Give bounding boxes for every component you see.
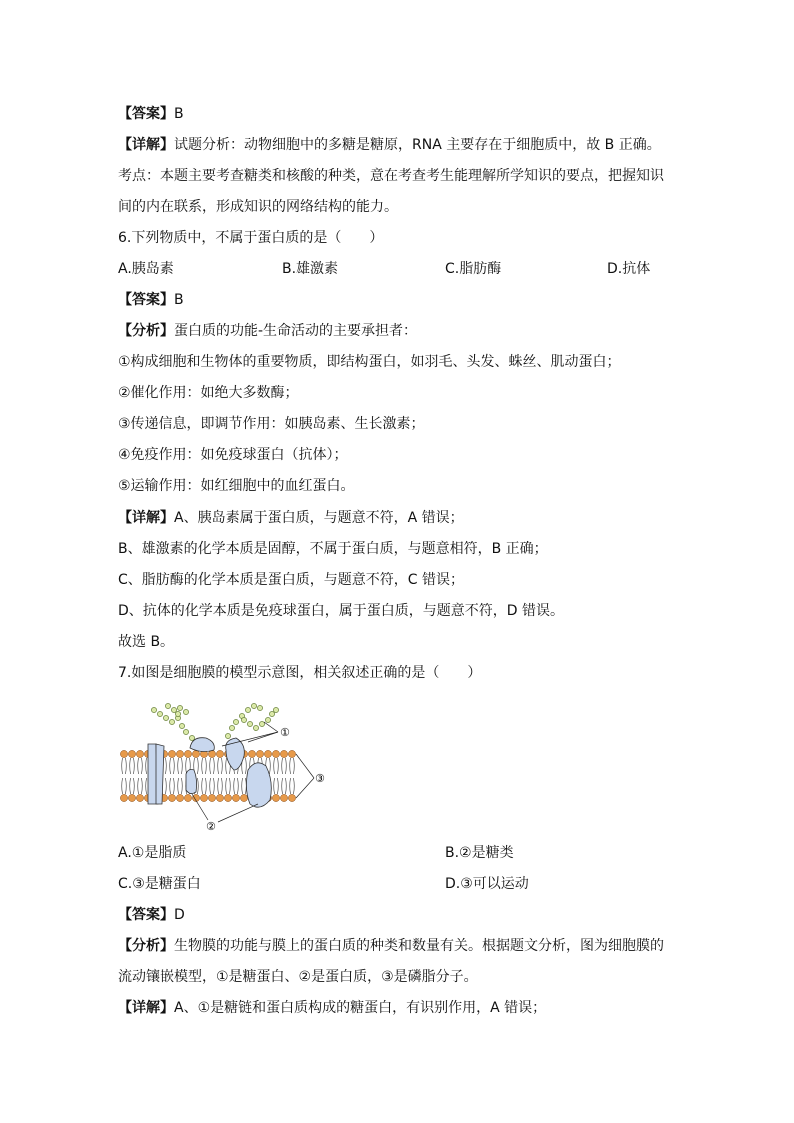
detail-tag: 【详解】 xyxy=(118,510,174,526)
sugar-unit xyxy=(257,705,262,710)
sugar-unit xyxy=(241,717,246,722)
lipid-tail xyxy=(122,758,127,774)
lipid-head xyxy=(280,750,287,757)
sugar-unit xyxy=(169,719,174,724)
sugar-unit xyxy=(177,705,182,710)
q5-answer xyxy=(118,104,184,124)
detail-text: 试题分析：动物细胞中的多糖是糖原，RNA 主要存在于细胞质中，故 B 正确。 xyxy=(174,137,661,153)
q6-point-1: ①构成细胞和生物体的重要物质，即结构蛋白，如羽毛、头发、蛛丝、肌动蛋白； xyxy=(118,354,621,370)
lipid-tail xyxy=(226,778,231,794)
lipid-head xyxy=(120,794,127,801)
q6-detail-d: D、抗体的化学本质是免疫球蛋白，属于蛋白质，与题意不符，D 错误。 xyxy=(118,603,565,619)
lipid-tail xyxy=(242,778,247,794)
analysis-tag: 【分析】 xyxy=(118,938,174,954)
sugar-unit xyxy=(225,733,230,738)
sugar-unit xyxy=(273,707,278,712)
sugar-chains xyxy=(151,703,278,740)
label-3: ③ xyxy=(315,772,325,785)
embedded-protein-large xyxy=(246,763,271,807)
lipid-head xyxy=(272,794,279,801)
lipid-head xyxy=(288,794,295,801)
answer-value: B xyxy=(174,292,184,308)
lipid-tail xyxy=(218,758,223,774)
q6-option-a: A.胰岛素 xyxy=(118,261,174,277)
lipid-tail xyxy=(218,778,223,794)
lipid-tail xyxy=(274,758,279,774)
lipid-tail xyxy=(290,778,295,794)
lipid-tail xyxy=(282,778,287,794)
q6-point-2: ②催化作用：如绝大多数酶； xyxy=(118,385,299,401)
sugar-unit xyxy=(251,703,256,708)
q7-analysis-line1 xyxy=(118,936,664,956)
analysis-text: 蛋白质的功能-生命活动的主要承担者： xyxy=(174,323,418,339)
q7-option-a: A.①是脂质 xyxy=(118,845,187,861)
lipid-tail xyxy=(178,778,183,794)
q6-conclusion: 故选 B。 xyxy=(118,634,175,650)
lipid-tail xyxy=(234,778,239,794)
lipid-head xyxy=(120,750,127,757)
lipid-head xyxy=(168,794,175,801)
sugar-unit xyxy=(233,719,238,724)
sugar-unit xyxy=(269,711,274,716)
q7-detail-a xyxy=(118,998,546,1018)
lipid-tail xyxy=(202,758,207,774)
lipid-head xyxy=(136,750,143,757)
q5-kaodian-line2: 间的内在联系，形成知识的网络结构的能力。 xyxy=(118,199,398,215)
q7-option-b: B.②是糖类 xyxy=(445,845,514,861)
q6-stem: 6.下列物质中，不属于蛋白质的是（ ） xyxy=(118,230,384,246)
lipid-head xyxy=(136,794,143,801)
q6-option-b: B.雄激素 xyxy=(282,261,339,277)
lipid-head xyxy=(272,750,279,757)
sugar-unit xyxy=(229,725,234,730)
q6-point-3: ③传递信息，即调节作用：如胰岛素、生长激素； xyxy=(118,416,425,432)
lipid-head xyxy=(216,794,223,801)
lipid-tail xyxy=(210,778,215,794)
q7-option-c: C.③是糖蛋白 xyxy=(118,876,201,892)
answer-tag: 【答案】 xyxy=(118,907,174,923)
detail-tag: 【详解】 xyxy=(118,1000,174,1016)
analysis-text: 生物膜的功能与膜上的蛋白质的种类和数量有关。根据题文分析，图为细胞膜的 xyxy=(174,938,664,954)
lipid-head xyxy=(176,750,183,757)
q6-analysis xyxy=(118,321,417,341)
lipid-head xyxy=(128,794,135,801)
lipid-head xyxy=(280,794,287,801)
embedded-protein-small xyxy=(186,770,197,794)
sugar-unit xyxy=(157,711,162,716)
lipid-head xyxy=(208,794,215,801)
analysis-tag: 【分析】 xyxy=(118,323,174,339)
lipid-tail xyxy=(138,778,143,794)
q6-point-4: ④免疫作用：如免疫球蛋白（抗体）； xyxy=(118,447,348,463)
lipid-head xyxy=(184,794,191,801)
q6-detail-c: C、脂肪酶的化学本质是蛋白质，与题意不符，C 错误； xyxy=(118,572,464,588)
lipid-tail xyxy=(170,778,175,794)
sugar-unit xyxy=(163,715,168,720)
sugar-unit xyxy=(265,717,270,722)
q6-answer xyxy=(118,290,184,310)
answer-tag: 【答案】 xyxy=(118,106,174,122)
lipid-head xyxy=(232,794,239,801)
lipid-tail xyxy=(210,758,215,774)
q6-option-c: C.脂肪酶 xyxy=(445,261,502,277)
answer-value: B xyxy=(174,106,184,122)
label-2: ② xyxy=(206,820,216,833)
lipid-head xyxy=(176,794,183,801)
lipid-head xyxy=(256,750,263,757)
q7-option-d: D.③可以运动 xyxy=(445,876,529,892)
sugar-unit xyxy=(171,707,176,712)
lipid-tail xyxy=(274,778,279,794)
lipid-head xyxy=(128,750,135,757)
sugar-unit xyxy=(183,729,188,734)
q6-option-d: D.抗体 xyxy=(607,261,651,277)
sugar-unit xyxy=(151,707,156,712)
lipid-tail xyxy=(122,778,127,794)
sugar-unit xyxy=(165,703,170,708)
lipid-tail xyxy=(202,778,207,794)
lipid-tail xyxy=(138,758,143,774)
q6-point-5: ⑤运输作用：如红细胞中的血红蛋白。 xyxy=(118,478,355,494)
answer-tag: 【答案】 xyxy=(118,292,174,308)
q5-kaodian-line1: 考点：本题主要考查糖类和核酸的种类，意在考查考生能理解所学知识的要点，把握知识 xyxy=(118,168,664,184)
answer-value: D xyxy=(174,907,185,923)
sugar-unit xyxy=(253,725,258,730)
sugar-unit xyxy=(189,735,194,740)
label-1: ① xyxy=(280,726,290,739)
detail-tag: 【详解】 xyxy=(118,137,174,153)
q7-answer xyxy=(118,905,185,925)
lipid-head xyxy=(240,794,247,801)
lipid-head xyxy=(168,750,175,757)
lipid-head xyxy=(248,750,255,757)
q6-detail-b: B、雄激素的化学本质是固醇，不属于蛋白质，与题意相符，B 正确； xyxy=(118,541,548,557)
q6-detail-a xyxy=(118,508,464,528)
lipid-head xyxy=(200,794,207,801)
lipid-head xyxy=(288,750,295,757)
sugar-unit xyxy=(245,707,250,712)
sugar-unit xyxy=(175,711,180,716)
cell-membrane-diagram xyxy=(118,700,338,840)
sugar-unit xyxy=(179,723,184,728)
lipid-head xyxy=(216,750,223,757)
detail-text: A、①是糖链和蛋白质构成的糖蛋白，有识别作用，A 错误； xyxy=(174,1000,547,1016)
sugar-unit xyxy=(259,721,264,726)
lipid-tail xyxy=(282,758,287,774)
q5-detail xyxy=(118,135,661,155)
sugar-unit xyxy=(247,721,252,726)
detail-text: A、胰岛素属于蛋白质，与题意不符，A 错误； xyxy=(174,510,464,526)
lipid-head xyxy=(264,750,271,757)
lipid-tail xyxy=(130,778,135,794)
q7-analysis-line2: 流动镶嵌模型，①是糖蛋白、②是蛋白质，③是磷脂分子。 xyxy=(118,969,478,985)
lipid-tail xyxy=(178,758,183,774)
lipid-tail xyxy=(130,758,135,774)
lipid-tail xyxy=(170,758,175,774)
lipid-head xyxy=(184,750,191,757)
q7-stem: 7.如图是细胞膜的模型示意图，相关叙述正确的是（ ） xyxy=(118,665,482,681)
lipid-head xyxy=(224,794,231,801)
lipid-head xyxy=(192,750,199,757)
lipid-tail xyxy=(290,758,295,774)
sugar-unit xyxy=(183,709,188,714)
